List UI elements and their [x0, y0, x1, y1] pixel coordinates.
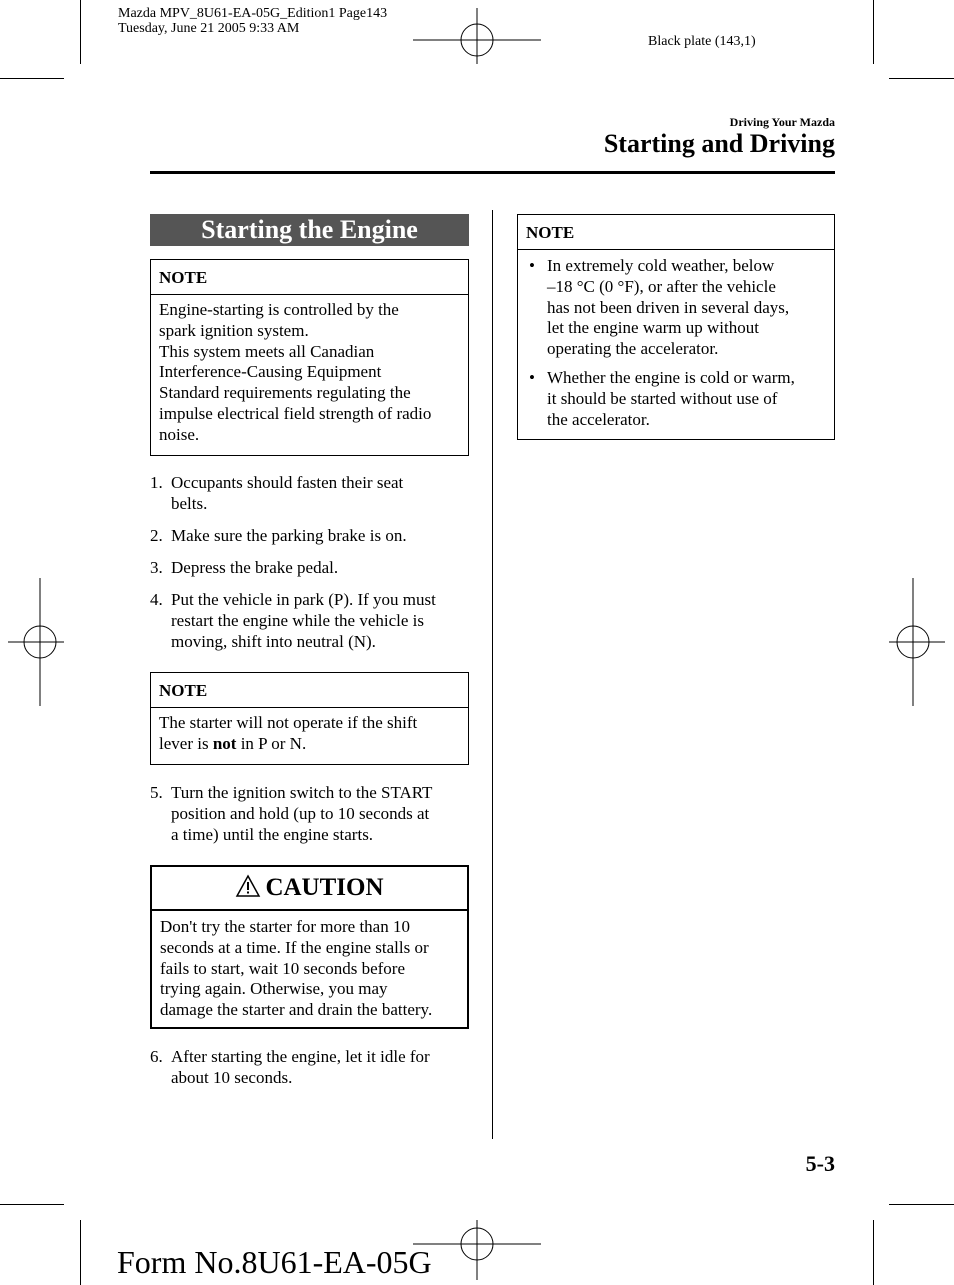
header-rule [150, 171, 835, 174]
caution-body [152, 911, 467, 1029]
note-bullet-list [526, 256, 826, 430]
caution-heading: CAUTION [265, 874, 384, 901]
note-heading: NOTE [518, 215, 834, 250]
caution-box [150, 865, 469, 1029]
caution-line: trying again. Otherwise, you may [160, 979, 388, 999]
note-line: Standard requirements regulating the [159, 383, 411, 403]
step-line: Make sure the parking brake is on. [171, 526, 407, 545]
note-box-starter [150, 672, 469, 765]
note-line: In extremely cold weather, below [547, 256, 775, 275]
note-text: lever is [159, 733, 213, 753]
note-body [151, 295, 468, 454]
plate-label: Black plate (143,1) [648, 34, 756, 49]
caution-header [152, 867, 467, 911]
note-line: This system meets all Canadian [159, 341, 375, 361]
print-timestamp: Tuesday, June 21 2005 9:33 AM [118, 21, 300, 36]
note-heading: NOTE [151, 260, 468, 295]
step-line: Turn the ignition switch to the START [171, 783, 433, 802]
caution-line: damage the starter and drain the battery. [160, 1000, 433, 1020]
step-number: 3. [150, 558, 163, 577]
print-job-line: Mazda MPV_8U61-EA-05G_Edition1 Page143 [118, 6, 388, 21]
note-emphasis: not [212, 733, 237, 753]
chapter-label: Driving Your Mazda [729, 115, 835, 129]
page-title: Starting the Engine [150, 214, 469, 246]
step-number: 2. [150, 526, 163, 545]
caution-line: fails to start, wait 10 seconds before [160, 958, 406, 978]
step-line: moving, shift into neutral (N). [171, 631, 376, 651]
note-line: Interference-Causing Equipment [159, 362, 382, 382]
column-divider [492, 210, 493, 1139]
note-line: –18 °C (0 °F), or after the vehicle [547, 276, 776, 296]
note-line: spark ignition system. [159, 320, 309, 340]
note-line: let the engine warm up without [547, 318, 759, 338]
step-line: restart the engine while the vehicle is [171, 610, 425, 630]
warning-triangle-icon [235, 874, 261, 898]
note-body [518, 250, 834, 446]
step-line: a time) until the engine starts. [171, 824, 374, 844]
bullet-icon: • [529, 256, 535, 275]
step-line: position and hold (up to 10 seconds at [171, 803, 430, 823]
step-line: belts. [171, 493, 208, 513]
note-line: The starter will not operate if the shift [159, 713, 418, 732]
step-line: about 10 seconds. [171, 1067, 293, 1087]
step-line: After starting the engine, let it idle for [171, 1047, 430, 1066]
note-line: noise. [159, 424, 200, 444]
caution-line: Don't try the starter for more than 10 [160, 917, 410, 936]
step-line: Occupants should fasten their seat [171, 473, 404, 492]
note-line: impulse electrical field strength of radio [159, 403, 432, 423]
note-bullet-item [526, 368, 826, 430]
note-line: operating the accelerator. [547, 339, 719, 359]
note-body [151, 708, 468, 763]
page-number: 5-3 [805, 1151, 835, 1176]
section-heading: Starting and Driving [603, 129, 835, 158]
bullet-icon: • [529, 367, 535, 387]
note-line: it should be started without use of [547, 388, 778, 408]
note-line: Engine-starting is controlled by the [159, 300, 399, 319]
step-line: Depress the brake pedal. [171, 558, 339, 577]
note-text: in P or N. [236, 733, 307, 753]
step-line: Put the vehicle in park (P). If you must [171, 590, 436, 609]
note-heading: NOTE [151, 673, 468, 708]
step-number: 6. [150, 1047, 163, 1066]
step-number: 5. [150, 783, 163, 802]
note-line: the accelerator. [547, 409, 650, 429]
note-line: Whether the engine is cold or warm, [547, 367, 795, 387]
step-number: 4. [150, 590, 163, 609]
caution-line: seconds at a time. If the engine stalls or [160, 937, 429, 957]
note-box-spark-ignition [150, 259, 469, 456]
note-bullet-item [526, 256, 826, 360]
form-number: Form No.8U61-EA-05G [117, 1244, 432, 1280]
note-line [159, 734, 460, 755]
note-line: has not been driven in several days, [547, 297, 790, 317]
note-box-cold-weather [517, 214, 835, 440]
step-number: 1. [150, 473, 163, 492]
